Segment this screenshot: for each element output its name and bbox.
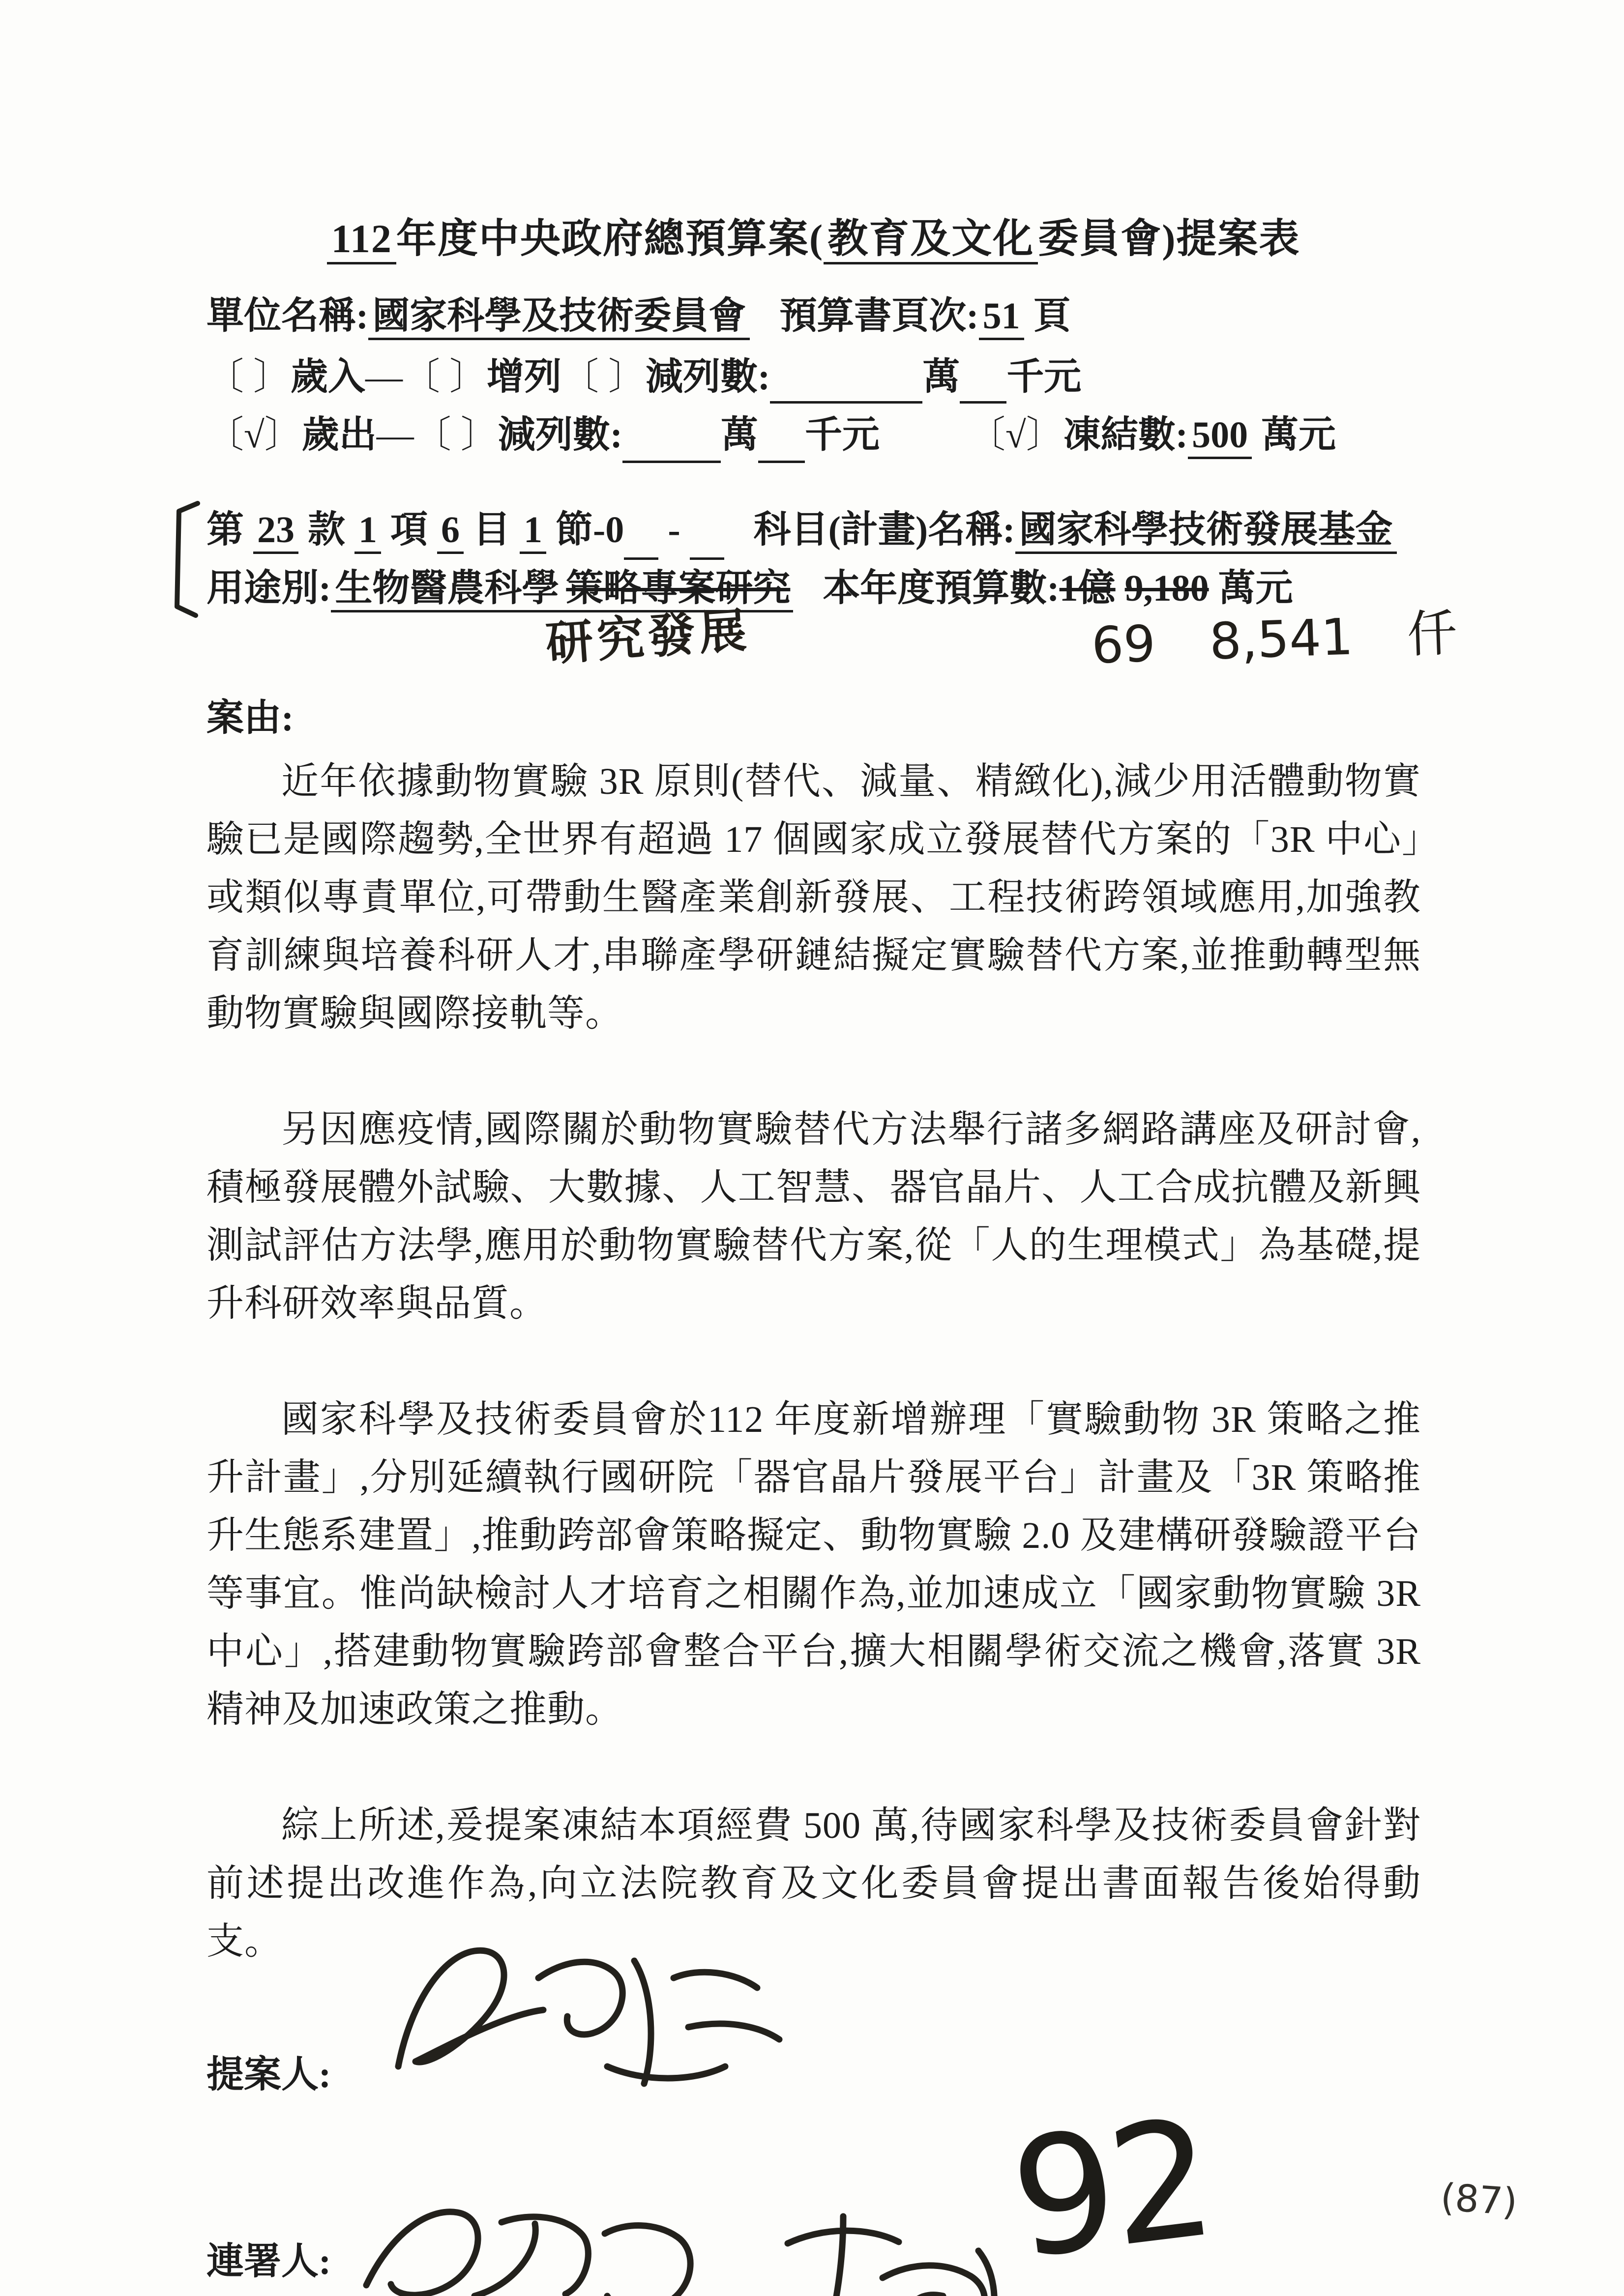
item-v3: 6 bbox=[437, 509, 464, 554]
title-committee: 教育及文化 bbox=[824, 216, 1038, 264]
revenue-checkbox: 〔 〕 bbox=[207, 356, 291, 398]
revenue-line bbox=[207, 350, 1421, 404]
cosigner-row bbox=[207, 2084, 1421, 2296]
document-content bbox=[207, 206, 1458, 2296]
freeze-value: 500 bbox=[1188, 414, 1252, 459]
revenue-label: 歲入 bbox=[291, 356, 365, 398]
freeze-unit: 萬元 bbox=[1261, 414, 1336, 456]
expenditure-wan-unit: 萬 bbox=[721, 414, 759, 456]
revenue-qian-unit: 千元 bbox=[1006, 356, 1082, 398]
freeze-label: 凍結數: bbox=[1063, 414, 1188, 456]
handwritten-usage-correction: 研究發展 bbox=[544, 602, 752, 672]
subject-label: 科目(計畫)名稱: bbox=[753, 509, 1015, 551]
expenditure-decrease-label: 減列數: bbox=[498, 414, 623, 456]
title-year: 112 bbox=[327, 216, 396, 264]
case-paragraph-1: 近年依據動物實驗 3R 原則(替代、減量、精緻化),減少用活體動物實驗已是國際趨勢,全世界有超過 17 個國家成立發展替代方案的「3R 中心」或類似專責單位,可帶動生醫產業創新發展、工程技術跨領域應用,加強教育訓練與培養科研人才,串聯產學研鏈結擬定實驗替代方案,並推動轉型無動物實驗與國際接軌等。 bbox=[207, 761, 1421, 1034]
budget-page-value: 51 bbox=[979, 295, 1024, 340]
usage-budget-line bbox=[207, 560, 1421, 617]
proposer-label: 提案人: bbox=[207, 2054, 331, 2095]
cosigner-label: 連署人: bbox=[207, 2241, 331, 2282]
case-body bbox=[207, 753, 1421, 1971]
title-tail: 委員會)提案表 bbox=[1038, 216, 1300, 261]
subject-value: 國家科學技術發展基金 bbox=[1015, 509, 1397, 554]
proposer-signature bbox=[369, 1914, 801, 2130]
item-l4: 目 bbox=[473, 509, 510, 551]
revenue-amount-blank bbox=[770, 363, 922, 404]
cosigner-signature-1 bbox=[349, 2162, 752, 2296]
revenue-wan-unit: 萬 bbox=[922, 356, 960, 398]
case-heading: 案由: bbox=[207, 698, 294, 739]
case-paragraph-2: 另因應疫情,國際關於動物實驗替代方法舉行諸多網路講座及研討會,積極發展體外試驗、大數據、人工智慧、器官晶片、人工合成抗體及新興測試評估方法學,應用於動物實驗替代方案,從「人的生理模式」為基礎,提升科研效率與品質。 bbox=[207, 1109, 1421, 1324]
budget-amount-label: 本年度預算數: bbox=[823, 568, 1060, 609]
item-dash: - bbox=[668, 509, 680, 551]
handwritten-amount-3: 仟 bbox=[1406, 604, 1458, 665]
case-paragraph-3: 國家科學及技術委員會於112 年度新增辦理「實驗動物 3R 策略之推升計畫」,分別延續執行國研院「器官晶片發展平台」計畫及「3R 策略推升生態系建置」,推動跨部會策略擬定、動物實驗 2.0 及建構研發驗證平台等事宜。惟尚缺檢討人才培育之相關作為,並加速成立「國家動物實驗 3R 中心」,搭建動物實驗跨部會整合平台,擴大相關學術交流之機會,落實 3R 精神及加速政策之推動。 bbox=[207, 1399, 1421, 1730]
item-blank-2 bbox=[690, 523, 724, 560]
revenue-decrease-label: 減列數: bbox=[646, 356, 770, 398]
handwritten-number-92: 92 bbox=[1002, 2084, 1218, 2295]
item-l2: 款 bbox=[308, 509, 345, 551]
item-l5: 節-0 bbox=[556, 509, 624, 551]
expenditure-decrease-checkbox: 〔 〕 bbox=[413, 414, 498, 456]
usage-value-kept: 生物醫農科學 bbox=[331, 568, 563, 612]
freeze-checkbox-checked: 〔√〕 bbox=[968, 414, 1063, 456]
item-number-line bbox=[207, 501, 1421, 560]
dash: — bbox=[376, 414, 414, 456]
item-v1: 23 bbox=[253, 509, 298, 554]
item-l1: 第 bbox=[207, 509, 244, 551]
budget-amount-unit: 萬元 bbox=[1218, 568, 1293, 609]
budget-page-unit: 頁 bbox=[1033, 295, 1071, 337]
handwritten-amount-2: 8,541 bbox=[1208, 608, 1354, 671]
revenue-increase-checkbox: 〔 〕 bbox=[403, 356, 487, 398]
expenditure-checkbox-checked: 〔√〕 bbox=[207, 414, 302, 456]
usage-label: 用途別: bbox=[207, 568, 331, 609]
corner-page-mark: (87) bbox=[1439, 2175, 1519, 2224]
handwritten-amount-1: 69 bbox=[1091, 614, 1157, 675]
item-v4: 1 bbox=[520, 509, 546, 554]
expenditure-qian-blank bbox=[758, 423, 805, 463]
budget-item-section bbox=[207, 501, 1458, 675]
cosigner-signature-2 bbox=[767, 2197, 1023, 2296]
expenditure-line bbox=[207, 408, 1421, 463]
case-paragraph-4: 綜上所述,爰提案凍結本項經費 500 萬,待國家科學及技術委員會針對前述提出改進作為,向立法院教育及文化委員會提出書面報告後始得動支。 bbox=[207, 1805, 1421, 1962]
expenditure-amount-blank bbox=[622, 423, 721, 463]
item-v2: 1 bbox=[354, 509, 381, 554]
revenue-decrease-checkbox: 〔 〕 bbox=[561, 356, 646, 398]
item-l3: 項 bbox=[390, 509, 428, 551]
dash: — bbox=[365, 356, 403, 398]
left-bracket-mark bbox=[172, 499, 202, 620]
usage-value-struck: 策略專案研究 bbox=[563, 568, 793, 612]
revenue-increase-label: 增列 bbox=[487, 356, 561, 398]
document-title bbox=[207, 206, 1421, 264]
unit-value: 國家科學及技術委員會 bbox=[368, 295, 750, 340]
budget-page-label: 預算書頁次: bbox=[779, 295, 979, 337]
budget-amount-struck-2: 9,180 bbox=[1124, 568, 1209, 609]
unit-label: 單位名稱: bbox=[207, 295, 369, 337]
title-mid: 年度中央政府總預算案( bbox=[396, 216, 824, 261]
expenditure-label: 歲出 bbox=[301, 414, 377, 456]
revenue-qian-blank bbox=[960, 363, 1006, 404]
unit-line bbox=[207, 290, 1421, 343]
item-blank-1 bbox=[624, 523, 658, 560]
budget-amount-struck-1: 1億 bbox=[1059, 568, 1116, 609]
proposer-row bbox=[207, 2044, 1421, 2116]
expenditure-qian-unit: 千元 bbox=[805, 414, 880, 456]
